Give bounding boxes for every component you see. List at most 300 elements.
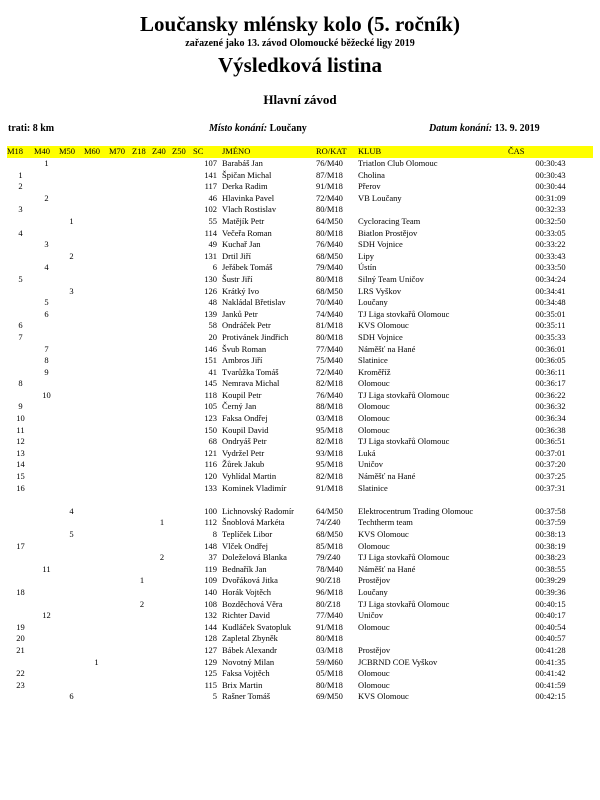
year-category: 93/M18 bbox=[316, 447, 343, 458]
start-number: 144 bbox=[204, 621, 217, 632]
rank-m40 bbox=[34, 320, 59, 332]
club-name: Prostějov bbox=[358, 575, 391, 586]
year-category: 68/M50 bbox=[316, 285, 343, 296]
rank-m50 bbox=[59, 309, 84, 321]
year-category: 03/M18 bbox=[316, 644, 343, 655]
finish-time: 00:35:01 bbox=[535, 308, 566, 319]
year-category: 80/M18 bbox=[316, 331, 343, 342]
rank-z18 bbox=[132, 680, 152, 692]
rank-m60 bbox=[84, 158, 109, 170]
rank-m50 bbox=[59, 378, 84, 390]
start-number: 128 bbox=[204, 633, 217, 644]
rank-m70 bbox=[109, 436, 132, 448]
runner-name: Rašner Tomáš bbox=[222, 691, 271, 702]
rank-m40 bbox=[34, 471, 59, 483]
finish-time: 00:36:05 bbox=[535, 355, 566, 366]
rank-z50 bbox=[172, 459, 193, 471]
rank-m40 bbox=[34, 401, 59, 413]
rank-z40 bbox=[152, 448, 172, 460]
rank-m18: 12 bbox=[16, 436, 25, 447]
table-row bbox=[7, 668, 593, 680]
runner-name: Kudláček Svatopluk bbox=[222, 621, 292, 632]
rank-z50 bbox=[172, 390, 193, 402]
table-row bbox=[7, 494, 593, 517]
rank-z40: 1 bbox=[159, 517, 165, 528]
rank-m50 bbox=[59, 483, 84, 495]
rank-m70 bbox=[109, 471, 132, 483]
rank-z18 bbox=[132, 378, 152, 390]
document-title: Loučansky mlénsky kolo (5. ročník) bbox=[140, 12, 460, 36]
start-number: 117 bbox=[204, 181, 217, 192]
year-category: 68/M50 bbox=[316, 529, 343, 539]
rank-z40 bbox=[152, 691, 172, 703]
start-number: 129 bbox=[204, 656, 217, 667]
rank-m40: 10 bbox=[42, 389, 51, 400]
column-header: Z40 bbox=[152, 146, 166, 156]
start-number: 108 bbox=[204, 598, 217, 609]
rank-z18 bbox=[132, 413, 152, 425]
rank-m18 bbox=[7, 599, 34, 611]
table-row bbox=[7, 552, 593, 564]
table-row bbox=[7, 378, 593, 390]
rank-z50 bbox=[172, 587, 193, 599]
year-category: 91/M18 bbox=[316, 181, 343, 192]
rank-z50 bbox=[172, 413, 193, 425]
finish-time: 00:37:20 bbox=[535, 459, 566, 470]
club-name: Lipy bbox=[358, 250, 375, 261]
year-category: 88/M18 bbox=[316, 401, 343, 412]
year-category: 76/M40 bbox=[316, 158, 343, 168]
club-name: Náměšť na Hané bbox=[358, 563, 416, 574]
finish-time: 00:33:50 bbox=[535, 262, 566, 273]
rank-m70 bbox=[109, 448, 132, 460]
rank-z40 bbox=[152, 320, 172, 332]
runner-name: Kuchař Jan bbox=[222, 239, 261, 250]
rank-z18 bbox=[132, 494, 152, 517]
runner-name: Faksa Ondřej bbox=[222, 413, 268, 424]
rank-m60 bbox=[84, 517, 109, 529]
rank-m70 bbox=[109, 564, 132, 576]
rank-m18 bbox=[7, 529, 34, 541]
year-category: 80/M18 bbox=[316, 204, 343, 215]
rank-m18: 22 bbox=[16, 668, 25, 679]
rank-m40 bbox=[34, 425, 59, 437]
start-number: 5 bbox=[212, 691, 217, 702]
rank-z18 bbox=[132, 239, 152, 251]
rank-m70 bbox=[109, 228, 132, 240]
rank-m50 bbox=[59, 517, 84, 529]
table-row bbox=[7, 344, 593, 356]
rank-m50 bbox=[59, 587, 84, 599]
club-name: KVS Olomouc bbox=[358, 320, 409, 331]
rank-m18 bbox=[7, 494, 34, 517]
rank-m40 bbox=[34, 204, 59, 216]
start-number: 105 bbox=[204, 401, 217, 412]
rank-m60 bbox=[84, 228, 109, 240]
table-row bbox=[7, 436, 593, 448]
rank-m18 bbox=[7, 610, 34, 622]
club-name: Biatlon Prostějov bbox=[358, 227, 418, 238]
rank-m60 bbox=[84, 494, 109, 517]
club-name: Olomouc bbox=[358, 378, 390, 389]
rank-z50 bbox=[172, 575, 193, 587]
date-label: Datum konání: bbox=[429, 123, 493, 134]
start-number: 126 bbox=[204, 285, 217, 296]
table-row bbox=[7, 332, 593, 344]
column-header: RO/KAT bbox=[316, 146, 347, 156]
start-number: 20 bbox=[208, 331, 217, 342]
start-number: 139 bbox=[204, 308, 217, 319]
rank-m18: 11 bbox=[16, 424, 25, 435]
rank-m40 bbox=[34, 459, 59, 471]
rank-m60 bbox=[84, 216, 109, 228]
rank-z40 bbox=[152, 459, 172, 471]
rank-m18 bbox=[7, 286, 34, 298]
start-number: 116 bbox=[204, 459, 217, 470]
rank-z50 bbox=[172, 645, 193, 657]
rank-m70 bbox=[109, 529, 132, 541]
finish-time: 00:41:42 bbox=[535, 668, 566, 679]
rank-z18 bbox=[132, 459, 152, 471]
finish-time: 00:38:19 bbox=[535, 540, 566, 551]
start-number: 146 bbox=[204, 343, 217, 354]
rank-m70 bbox=[109, 204, 132, 216]
table-row bbox=[7, 517, 593, 529]
rank-z18 bbox=[132, 204, 152, 216]
rank-m40 bbox=[34, 633, 59, 645]
finish-time: 00:39:29 bbox=[535, 575, 566, 586]
start-number: 46 bbox=[208, 192, 217, 203]
finish-time: 00:41:35 bbox=[535, 656, 566, 667]
rank-z18 bbox=[132, 483, 152, 495]
year-category: 69/M50 bbox=[316, 691, 343, 702]
rank-z40 bbox=[152, 228, 172, 240]
rank-z50 bbox=[172, 344, 193, 356]
club-name: Olomouc bbox=[358, 621, 390, 632]
runner-name: Lichnovský Radomír bbox=[222, 505, 295, 516]
start-number: 125 bbox=[204, 668, 217, 679]
start-number: 115 bbox=[204, 679, 217, 690]
year-category: 64/M50 bbox=[316, 505, 343, 516]
club-name: KVS Olomouc bbox=[358, 691, 409, 702]
start-number: 118 bbox=[204, 389, 217, 400]
rank-m70 bbox=[109, 251, 132, 263]
rank-z18 bbox=[132, 309, 152, 321]
rank-m60 bbox=[84, 587, 109, 599]
rank-m18 bbox=[7, 390, 34, 402]
year-category: 85/M18 bbox=[316, 540, 343, 551]
track-value: 8 km bbox=[32, 123, 55, 134]
rank-z18 bbox=[132, 274, 152, 286]
rank-z18 bbox=[132, 517, 152, 529]
rank-m60 bbox=[84, 691, 109, 703]
start-number: 121 bbox=[204, 447, 217, 458]
rank-m40 bbox=[34, 541, 59, 553]
rank-m70 bbox=[109, 239, 132, 251]
start-number: 151 bbox=[204, 355, 217, 366]
finish-time: 00:37:25 bbox=[535, 471, 566, 482]
start-number: 102 bbox=[204, 204, 217, 215]
club-name: JCBRND COE Vyškov bbox=[358, 656, 438, 667]
rank-z40 bbox=[152, 181, 172, 193]
rank-m40 bbox=[34, 448, 59, 460]
rank-m70 bbox=[109, 158, 132, 170]
rank-z40 bbox=[152, 274, 172, 286]
rank-z40 bbox=[152, 193, 172, 205]
rank-m18 bbox=[7, 262, 34, 274]
rank-z18: 2 bbox=[139, 598, 145, 609]
rank-m50 bbox=[59, 599, 84, 611]
rank-m50 bbox=[59, 401, 84, 413]
rank-z18 bbox=[132, 633, 152, 645]
rank-m60 bbox=[84, 529, 109, 541]
rank-m40 bbox=[34, 228, 59, 240]
start-number: 133 bbox=[204, 482, 217, 493]
start-number: 114 bbox=[204, 227, 217, 238]
rank-m70 bbox=[109, 355, 132, 367]
rank-m60 bbox=[84, 483, 109, 495]
rank-z40 bbox=[152, 401, 172, 413]
rank-m50 bbox=[59, 425, 84, 437]
table-row bbox=[7, 448, 593, 460]
start-number: 150 bbox=[204, 424, 217, 435]
rank-m60 bbox=[84, 193, 109, 205]
rank-z18 bbox=[132, 170, 152, 182]
rank-z18 bbox=[132, 216, 152, 228]
club-name: Ústín bbox=[358, 262, 377, 273]
column-header: JMÉNO bbox=[222, 146, 251, 156]
rank-z40 bbox=[152, 599, 172, 611]
rank-m40: 3 bbox=[44, 239, 49, 250]
rank-m60 bbox=[84, 274, 109, 286]
rank-m40 bbox=[34, 517, 59, 529]
club-name: Silný Team Uničov bbox=[358, 273, 424, 284]
runner-name: Švub Roman bbox=[222, 343, 267, 354]
header-row bbox=[7, 146, 593, 158]
rank-z40 bbox=[152, 436, 172, 448]
column-header: SC bbox=[193, 146, 204, 156]
club-name: Uničov bbox=[358, 610, 384, 621]
year-category: 82/M18 bbox=[316, 378, 343, 389]
rank-m60 bbox=[84, 262, 109, 274]
rank-z50 bbox=[172, 668, 193, 680]
table-row bbox=[7, 297, 593, 309]
club-name: LRS Vyškov bbox=[358, 285, 402, 296]
rank-m50: 5 bbox=[69, 529, 74, 539]
results-heading: Výsledková listina bbox=[218, 53, 382, 77]
club-name: Olomouc bbox=[358, 424, 390, 435]
rank-z40 bbox=[152, 344, 172, 356]
rank-m70 bbox=[109, 459, 132, 471]
year-category: 96/M18 bbox=[316, 586, 343, 597]
rank-m40: 6 bbox=[44, 308, 49, 319]
year-category: 82/M18 bbox=[316, 471, 343, 482]
rank-m60: 1 bbox=[94, 656, 99, 667]
start-number: 148 bbox=[204, 540, 217, 551]
runner-name: Bednařík Jan bbox=[222, 563, 267, 574]
rank-m40 bbox=[34, 216, 59, 228]
runner-name: Novotný Milan bbox=[222, 656, 275, 667]
rank-z50 bbox=[172, 494, 193, 517]
column-header: Z18 bbox=[132, 146, 146, 156]
runner-name: Richter David bbox=[222, 610, 270, 621]
rank-m50 bbox=[59, 657, 84, 669]
rank-z18 bbox=[132, 529, 152, 541]
table-row bbox=[7, 239, 593, 251]
rank-z18 bbox=[132, 228, 152, 240]
year-category: 87/M18 bbox=[316, 169, 343, 180]
finish-time: 00:37:01 bbox=[535, 447, 566, 458]
rank-m60 bbox=[84, 286, 109, 298]
rank-m60 bbox=[84, 459, 109, 471]
rank-z40 bbox=[152, 297, 172, 309]
rank-z18 bbox=[132, 390, 152, 402]
rank-m50 bbox=[59, 390, 84, 402]
runner-name: Bábek Alexandr bbox=[222, 644, 277, 655]
rank-m18 bbox=[7, 344, 34, 356]
rank-m40: 7 bbox=[44, 343, 49, 354]
rank-m70 bbox=[109, 309, 132, 321]
club-name: Olomouc bbox=[358, 540, 390, 551]
rank-z50 bbox=[172, 599, 193, 611]
track-info bbox=[8, 123, 54, 135]
rank-m18: 2 bbox=[18, 181, 23, 192]
runner-name: Kominek Vladimír bbox=[222, 482, 287, 493]
rank-z50 bbox=[172, 436, 193, 448]
finish-time: 00:36:38 bbox=[535, 424, 566, 435]
rank-m50: 4 bbox=[69, 505, 74, 516]
year-category: 72/M40 bbox=[316, 192, 343, 203]
rank-m40: 4 bbox=[44, 262, 49, 273]
rank-m60 bbox=[84, 355, 109, 367]
table-row bbox=[7, 564, 593, 576]
rank-m18: 13 bbox=[16, 447, 25, 458]
rank-m50 bbox=[59, 344, 84, 356]
year-category: 80/Z18 bbox=[316, 598, 341, 609]
column-header: M60 bbox=[84, 146, 101, 156]
rank-m50 bbox=[59, 633, 84, 645]
rank-m18 bbox=[7, 309, 34, 321]
runner-name: Matějík Petr bbox=[222, 215, 265, 226]
rank-m60 bbox=[84, 668, 109, 680]
rank-m70 bbox=[109, 425, 132, 437]
rank-m50 bbox=[59, 204, 84, 216]
runner-name: Protivánek Jindřich bbox=[222, 331, 289, 342]
rank-m40 bbox=[34, 529, 59, 541]
table-row bbox=[7, 610, 593, 622]
runner-name: Šustr Jiří bbox=[222, 273, 253, 284]
rank-z50 bbox=[172, 680, 193, 692]
table-row bbox=[7, 633, 593, 645]
rank-m60 bbox=[84, 297, 109, 309]
start-number: 100 bbox=[204, 505, 217, 516]
club-name bbox=[356, 633, 508, 645]
rank-m70 bbox=[109, 378, 132, 390]
place-label: Místo konání: bbox=[209, 123, 268, 134]
club-name: TJ Liga stovkařů Olomouc bbox=[358, 436, 450, 447]
rank-m40 bbox=[34, 378, 59, 390]
finish-time: 00:40:54 bbox=[535, 621, 566, 632]
rank-z18 bbox=[132, 355, 152, 367]
finish-time: 00:33:05 bbox=[535, 227, 566, 238]
rank-m40 bbox=[34, 274, 59, 286]
rank-m50 bbox=[59, 193, 84, 205]
rank-z18 bbox=[132, 471, 152, 483]
rank-z50 bbox=[172, 204, 193, 216]
club-name: Luká bbox=[358, 447, 376, 458]
rank-m50 bbox=[59, 610, 84, 622]
start-number: 127 bbox=[204, 644, 217, 655]
rank-z18 bbox=[132, 622, 152, 634]
rank-z50 bbox=[172, 332, 193, 344]
rank-m50 bbox=[59, 575, 84, 587]
rank-m70 bbox=[109, 332, 132, 344]
rank-z18 bbox=[132, 425, 152, 437]
rank-z40 bbox=[152, 262, 172, 274]
rank-m50 bbox=[59, 564, 84, 576]
start-number: 123 bbox=[204, 413, 217, 424]
runner-name: Ondryáš Petr bbox=[222, 436, 267, 447]
runner-name: Brix Martin bbox=[222, 679, 263, 690]
rank-z18 bbox=[132, 251, 152, 263]
rank-z40 bbox=[152, 309, 172, 321]
rank-m50 bbox=[59, 668, 84, 680]
column-header: KLUB bbox=[358, 146, 382, 156]
rank-m60 bbox=[84, 541, 109, 553]
rank-z50 bbox=[172, 564, 193, 576]
column-header: M40 bbox=[34, 146, 51, 156]
rank-m18: 23 bbox=[16, 679, 25, 690]
start-number: 107 bbox=[204, 158, 217, 168]
table-row bbox=[7, 599, 593, 611]
rank-z50 bbox=[172, 448, 193, 460]
rank-m70 bbox=[109, 610, 132, 622]
rank-z18 bbox=[132, 610, 152, 622]
table-row bbox=[7, 309, 593, 321]
rank-m60 bbox=[84, 390, 109, 402]
rank-m40 bbox=[34, 599, 59, 611]
rank-z50 bbox=[172, 355, 193, 367]
finish-time: 00:36:22 bbox=[535, 389, 566, 400]
club-name: Přerov bbox=[358, 181, 381, 192]
year-category: 75/M40 bbox=[316, 355, 343, 366]
rank-m70 bbox=[109, 297, 132, 309]
rank-m70 bbox=[109, 320, 132, 332]
start-number: 109 bbox=[204, 575, 217, 586]
runner-name: Dvořáková Jitka bbox=[222, 575, 278, 586]
club-name: Cycloracing Team bbox=[358, 215, 421, 226]
rank-m50 bbox=[59, 680, 84, 692]
club-name: Elektrocentrum Trading Olomouc bbox=[358, 505, 474, 516]
finish-time: 00:34:24 bbox=[535, 273, 566, 284]
rank-m40 bbox=[34, 587, 59, 599]
rank-m40 bbox=[34, 668, 59, 680]
rank-m18 bbox=[7, 367, 34, 379]
start-number: 41 bbox=[208, 366, 217, 377]
rank-m60 bbox=[84, 332, 109, 344]
club-name: Loučany bbox=[358, 586, 388, 597]
year-category: 80/M18 bbox=[316, 227, 343, 238]
rank-m50 bbox=[59, 459, 84, 471]
rank-m70 bbox=[109, 552, 132, 564]
club-name: Náměšť na Hané bbox=[358, 471, 416, 482]
year-category: 91/M18 bbox=[316, 621, 343, 632]
column-header: M70 bbox=[109, 146, 126, 156]
rank-z18 bbox=[132, 344, 152, 356]
date-value: 13. 9. 2019 bbox=[494, 123, 540, 134]
rank-m60 bbox=[84, 401, 109, 413]
rank-m40 bbox=[34, 436, 59, 448]
